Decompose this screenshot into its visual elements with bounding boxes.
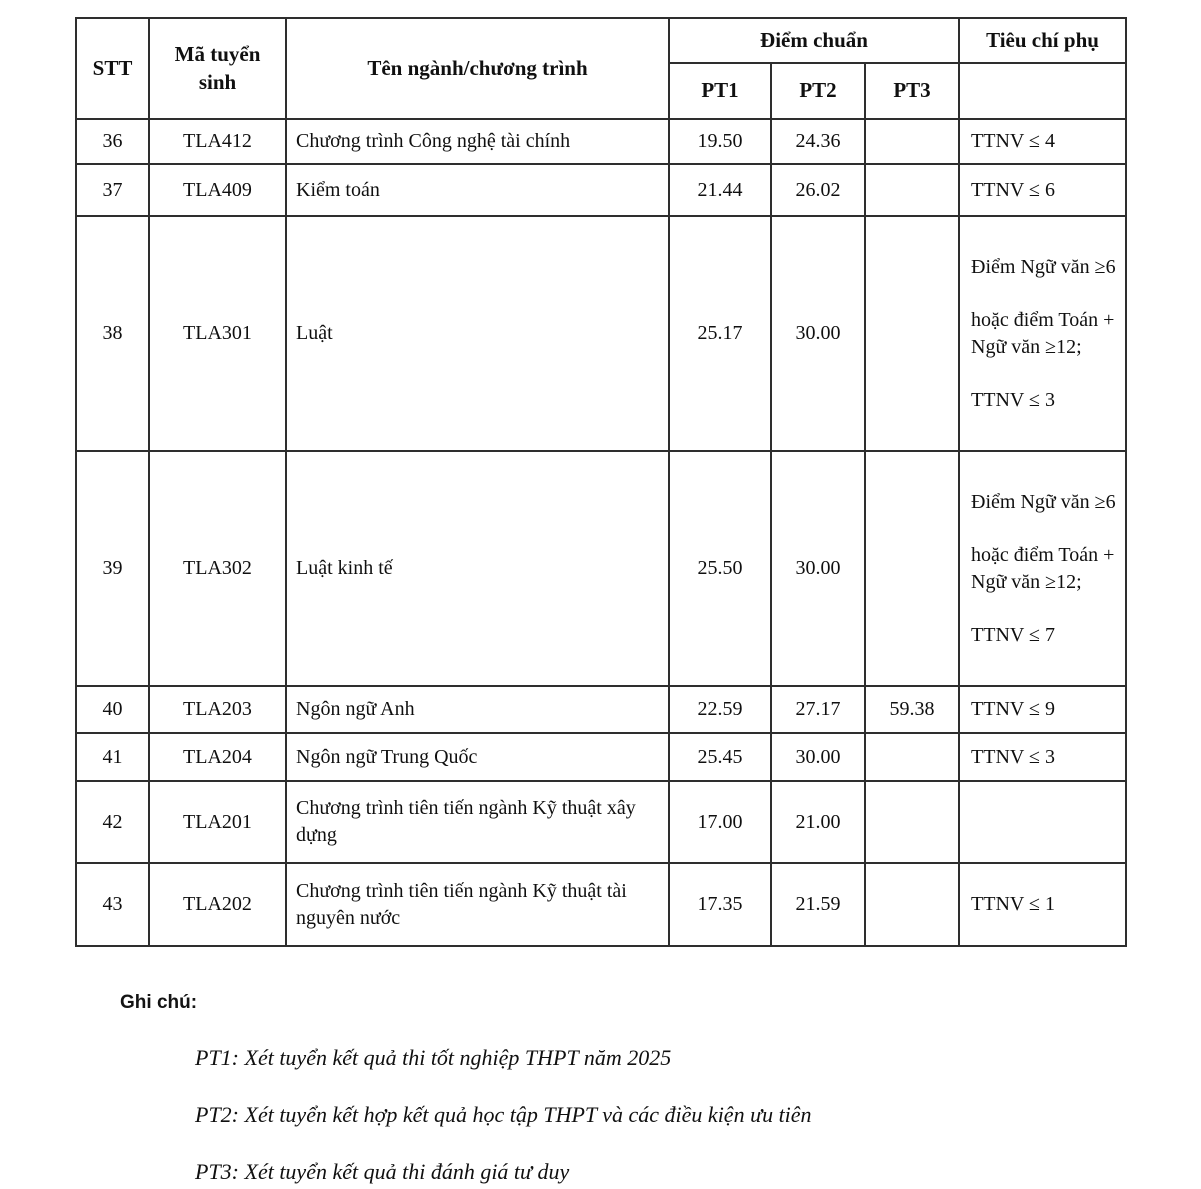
code-cell: TLA301 [149, 216, 286, 451]
code-cell: TLA201 [149, 781, 286, 863]
code-cell: TLA202 [149, 863, 286, 946]
criteria-cell [959, 216, 1126, 451]
header-pt2: PT2 [771, 63, 865, 119]
pt1-cell: 21.44 [669, 164, 771, 216]
stt-cell: 40 [76, 686, 149, 733]
stt-cell: 38 [76, 216, 149, 451]
criteria-line: TTNV ≤ 6 [971, 178, 1055, 201]
pt1-cell: 25.17 [669, 216, 771, 451]
criteria-line: TTNV ≤ 7 [971, 623, 1055, 646]
pt1-cell: 19.50 [669, 119, 771, 164]
pt1-cell: 25.45 [669, 733, 771, 781]
criteria-cell [959, 863, 1126, 946]
code-cell: TLA204 [149, 733, 286, 781]
pt2-cell: 21.59 [771, 863, 865, 946]
pt2-cell: 30.00 [771, 733, 865, 781]
pt3-cell [865, 164, 959, 216]
criteria-line: TTNV ≤ 4 [971, 130, 1055, 152]
code-cell: TLA412 [149, 119, 286, 164]
pt3-cell [865, 451, 959, 686]
criteria-line: TTNV ≤ 1 [971, 893, 1055, 915]
pt1-cell: 17.00 [669, 781, 771, 863]
code-cell: TLA409 [149, 164, 286, 216]
criteria-line: hoặc điểm Toán + Ngữ văn ≥12; [971, 543, 1115, 593]
pt1-cell: 17.35 [669, 863, 771, 946]
header-pt3: PT3 [865, 63, 959, 119]
table-row [76, 781, 1126, 863]
pt1-cell: 25.50 [669, 451, 771, 686]
header-tieu-chi-phu: Tiêu chí phụ [959, 18, 1126, 63]
criteria-line: Điểm Ngữ văn ≥6 [971, 490, 1116, 513]
note-pt3: PT3: Xét tuyển kết quả thi đánh giá tư duy [195, 1159, 570, 1184]
header-stt: STT [76, 18, 149, 119]
header-pt1: PT1 [669, 63, 771, 119]
header-diem-chuan: Điểm chuẩn [669, 18, 959, 63]
table-row [76, 863, 1126, 946]
criteria-line: Điểm Ngữ văn ≥6 [971, 255, 1116, 278]
criteria-cell [959, 451, 1126, 686]
name-cell: Luật [286, 216, 669, 451]
name-cell: Ngôn ngữ Trung Quốc [286, 733, 669, 781]
note-pt2: PT2: Xét tuyển kết hợp kết quả học tập THPT và các điều kiện ưu tiên [195, 1102, 812, 1127]
pt3-cell [865, 781, 959, 863]
criteria-line: TTNV ≤ 3 [971, 745, 1055, 768]
criteria-cell [959, 119, 1126, 164]
stt-cell: 37 [76, 164, 149, 216]
table-row [76, 216, 1126, 451]
table-row [76, 733, 1126, 781]
criteria-line: TTNV ≤ 3 [971, 388, 1055, 411]
admission-scores-table-wrap [75, 17, 1127, 947]
pt2-cell: 24.36 [771, 119, 865, 164]
header-row-top [76, 18, 1126, 63]
pt3-cell [865, 119, 959, 164]
stt-cell: 36 [76, 119, 149, 164]
notes-label: Ghi chú: [120, 992, 198, 1013]
stt-cell: 41 [76, 733, 149, 781]
admission-scores-table [75, 17, 1127, 947]
criteria-cell [959, 164, 1126, 216]
pt2-cell: 26.02 [771, 164, 865, 216]
pt2-cell: 27.17 [771, 686, 865, 733]
notes-section [120, 992, 812, 1185]
table-row [76, 686, 1126, 733]
header-ten-nganh: Tên ngành/chương trình [286, 18, 669, 119]
table-row [76, 451, 1126, 686]
pt3-cell: 59.38 [865, 686, 959, 733]
name-cell: Luật kinh tế [286, 451, 669, 686]
criteria-cell [959, 733, 1126, 781]
name-cell: Chương trình Công nghệ tài chính [286, 119, 669, 164]
stt-cell: 43 [76, 863, 149, 946]
name-cell: Chương trình tiên tiến ngành Kỹ thuật xây dựng [286, 781, 669, 863]
pt2-cell: 30.00 [771, 216, 865, 451]
pt3-cell [865, 216, 959, 451]
name-cell: Ngôn ngữ Anh [286, 686, 669, 733]
pt2-cell: 21.00 [771, 781, 865, 863]
header-ma-tuyen-sinh: Mã tuyển sinh [149, 18, 286, 119]
stt-cell: 42 [76, 781, 149, 863]
pt3-cell [865, 863, 959, 946]
name-cell: Kiểm toán [286, 164, 669, 216]
criteria-cell [959, 686, 1126, 733]
criteria-cell [959, 781, 1126, 863]
pt2-cell: 30.00 [771, 451, 865, 686]
header-tieu-chi-phu-empty [959, 63, 1126, 119]
criteria-line: hoặc điểm Toán + Ngữ văn ≥12; [971, 308, 1115, 358]
stt-cell: 39 [76, 451, 149, 686]
code-cell: TLA302 [149, 451, 286, 686]
table-row [76, 119, 1126, 164]
pt1-cell: 22.59 [669, 686, 771, 733]
table-row [76, 164, 1126, 216]
code-cell: TLA203 [149, 686, 286, 733]
criteria-line: TTNV ≤ 9 [971, 698, 1055, 720]
pt3-cell [865, 733, 959, 781]
note-pt1: PT1: Xét tuyển kết quả thi tốt nghiệp THPT năm 2025 [195, 1045, 672, 1070]
name-cell: Chương trình tiên tiến ngành Kỹ thuật tài nguyên nước [286, 863, 669, 946]
